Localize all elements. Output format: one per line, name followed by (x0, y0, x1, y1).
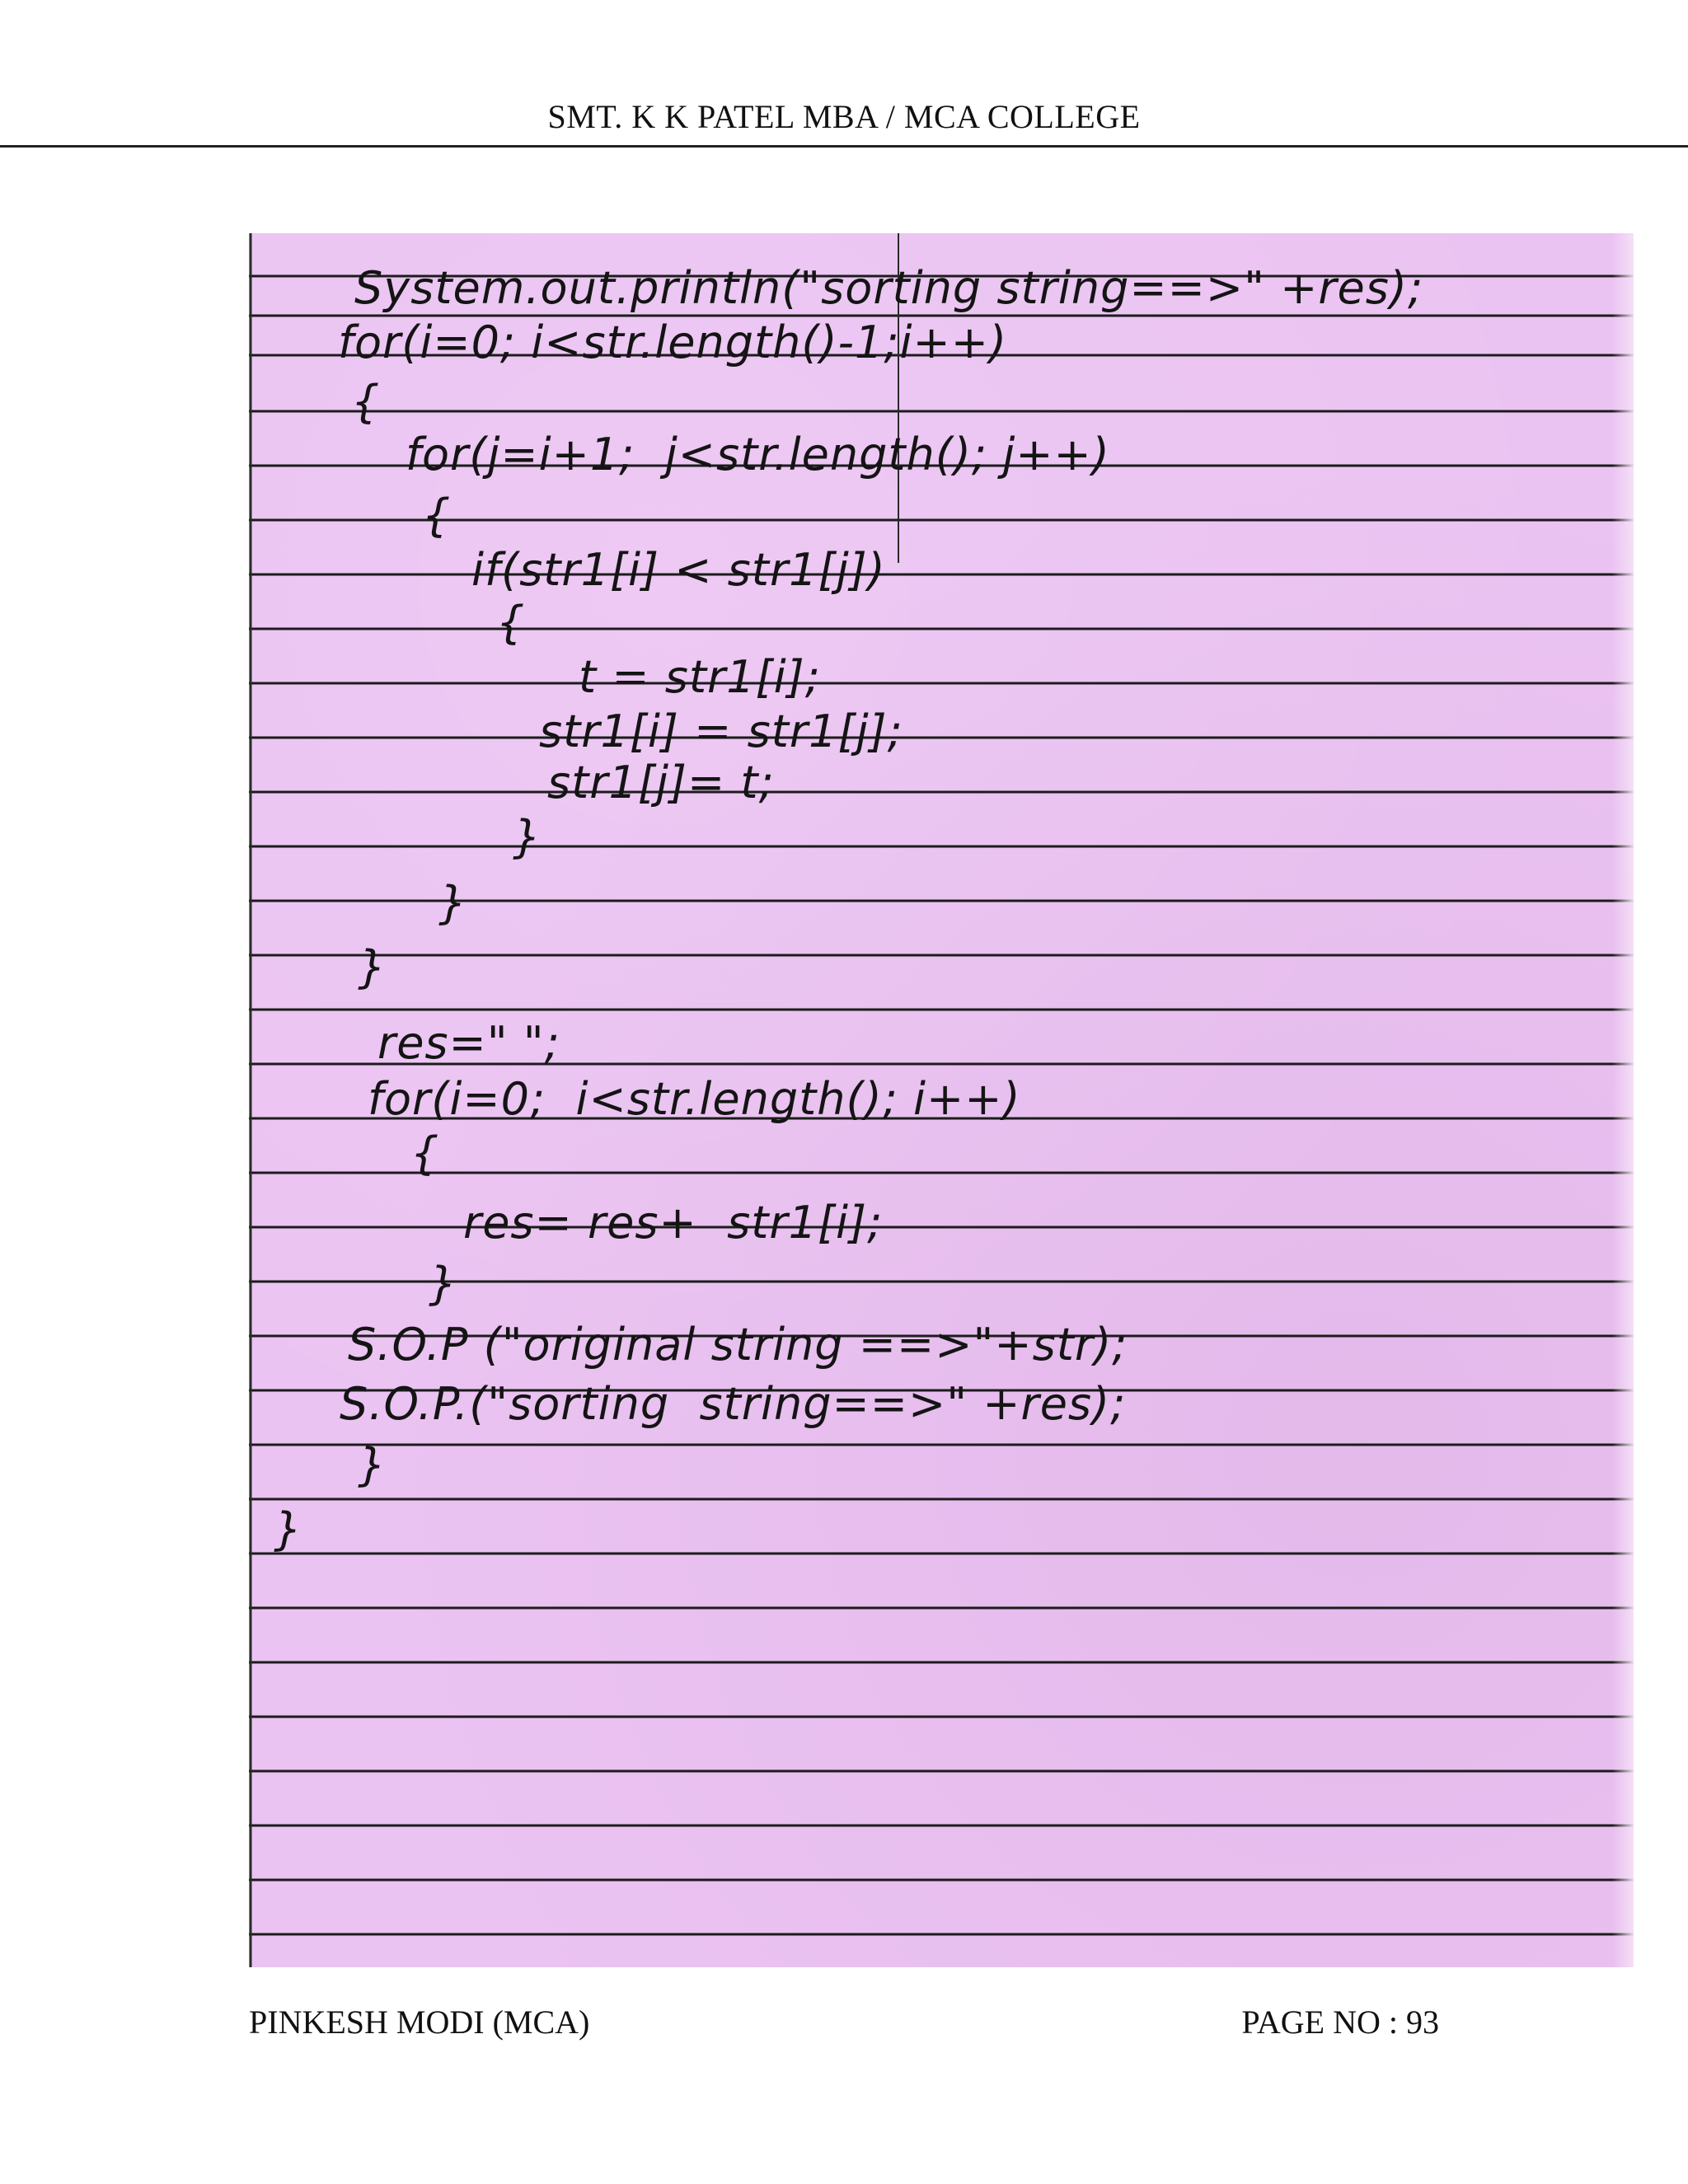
code-line: { (410, 1127, 440, 1179)
code-line: str1[i] = str1[j]; (539, 705, 903, 757)
code-line: res= res+ str1[i]; (463, 1197, 884, 1249)
code-line: S.O.P ("original string ==>"+str); (348, 1319, 1128, 1371)
code-line: } (513, 811, 542, 863)
code-line: res=" "; (377, 1017, 560, 1069)
code-line: } (358, 941, 387, 993)
code-line: str1[j]= t; (547, 757, 775, 808)
header-divider (0, 145, 1688, 148)
code-line: for(i=0; i<str.length()-1;i++) (338, 316, 1008, 368)
code-line: } (429, 1258, 458, 1310)
code-line: t = str1[i]; (579, 651, 821, 703)
code-line: { (496, 597, 526, 649)
code-line: { (351, 376, 381, 428)
page-header-title: SMT. K K PATEL MBA / MCA COLLEGE (547, 98, 1141, 135)
code-line: } (274, 1503, 303, 1555)
code-line: } (358, 1439, 387, 1491)
notebook-page-image (249, 233, 1634, 1967)
code-line: if(str1[i] < str1[j]) (471, 544, 886, 596)
code-line: } (438, 877, 468, 929)
code-line: { (422, 490, 452, 541)
code-line: for(j=i+1; j<str.length(); j++) (406, 429, 1110, 480)
code-line: for(i=0; i<str.length(); i++) (368, 1073, 1021, 1125)
footer-author: PINKESH MODI (MCA) (249, 2004, 590, 2041)
code-line: System.out.println("sorting string==>" +res); (354, 262, 1424, 314)
code-line: S.O.P.("sorting string==>" +res); (340, 1378, 1127, 1430)
footer-page-number: PAGE NO : 93 (1241, 2004, 1439, 2041)
